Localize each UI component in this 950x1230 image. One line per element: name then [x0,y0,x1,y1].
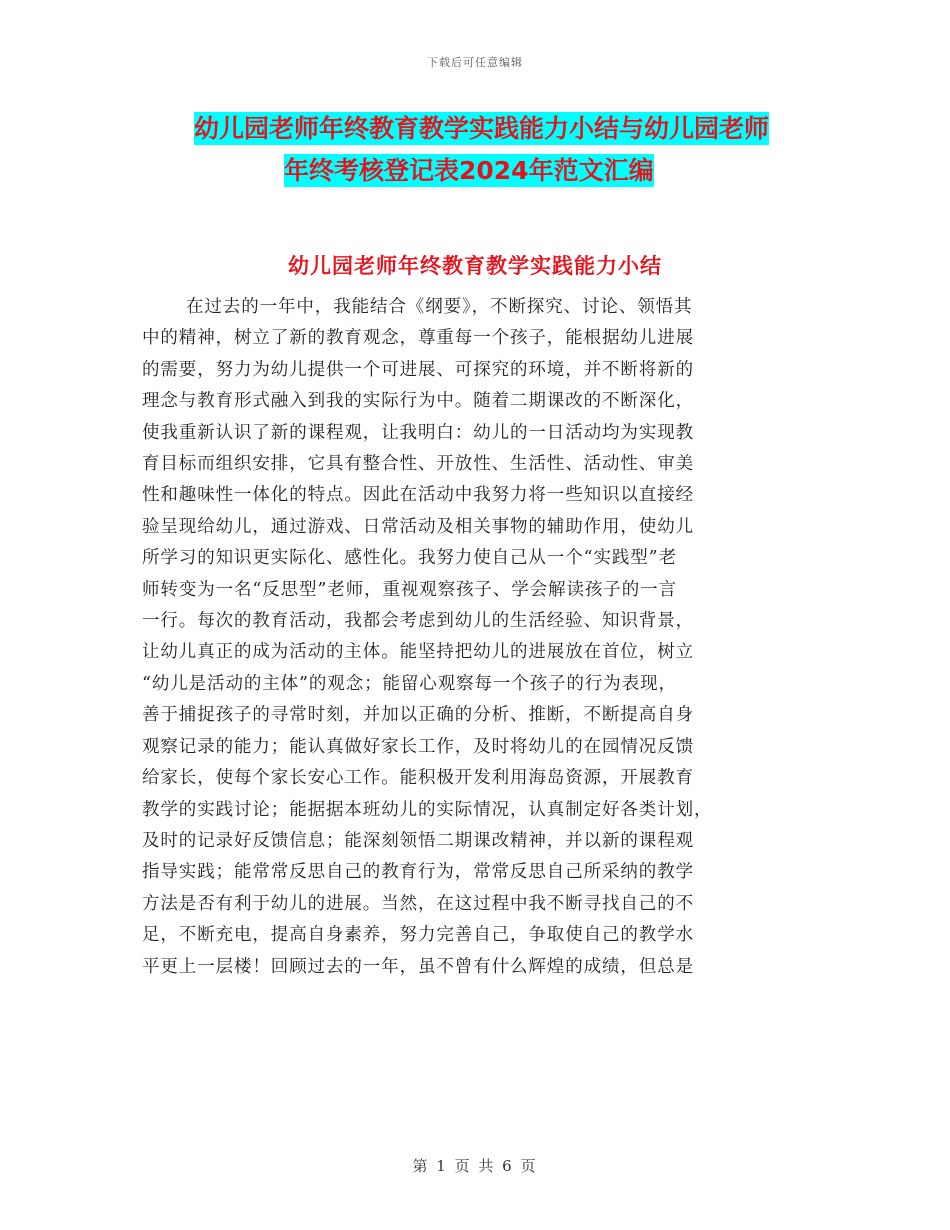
document-title-line-2 [142,150,808,192]
body-line: 师转变为一名“反思型”老师，重视观察孩子、学会解读孩子的一言 [142,579,677,600]
body-line: 所学习的知识更实际化、感性化。我努力使自己从一个“实践型”老 [142,548,677,569]
body-line: “幼儿是活动的主体”的观念；能留心观察每一个孩子的行为表现， [142,673,677,694]
section-title: 幼儿园老师年终教育教学实践能力小结 [288,254,662,278]
title-highlight-1: 幼儿园老师年终教育教学实践能力小结与幼儿园老师 [194,114,770,143]
page-footer: 第 1 页 共 6 页 [412,1157,538,1175]
document-title [142,108,808,192]
body-line: 育目标而组织安排，它具有整合性、开放性、生活性、活动性、审美 [142,454,694,475]
body-line: 中的精神，树立了新的教育观念，尊重每一个孩子，能根据幼儿进展 [142,328,694,349]
body-line: 方法是否有利于幼儿的进展。当然，在这过程中我不断寻找自己的不 [142,893,694,914]
document-title-line-1 [142,108,808,150]
body-line: 性和趣味性一体化的特点。因此在活动中我努力将一些知识以直接经 [142,485,694,506]
body-line: 平更上一层楼！回顾过去的一年，虽不曾有什么辉煌的成绩，但总是 [142,956,694,977]
body-line: 的需要，努力为幼儿提供一个可进展、可探究的环境，并不断将新的 [142,359,694,380]
body-paragraph [142,292,802,983]
title-highlight-2: 年终考核登记表2024年范文汇编 [284,156,654,185]
body-line: 让幼儿真正的成为活动的主体。能坚持把幼儿的进展放在首位，树立 [142,642,694,663]
body-line: 足，不断充电，提高自身素养，努力完善自己，争取使自己的教学水 [142,925,694,946]
body-line: 教学的实践讨论；能据据本班幼儿的实际情况，认真制定好各类计划， [142,799,713,820]
body-line: 理念与教育形式融入到我的实际行为中。随着二期课改的不断深化， [142,391,694,412]
header-note: 下载后可任意编辑 [427,56,523,69]
body-line: 善于捕捉孩子的寻常时刻，并加以正确的分析、推断，不断提高自身 [142,705,694,726]
body-line: 指导实践；能常常反思自己的教育行为，常常反思自己所采纳的教学 [142,862,694,883]
body-line: 验呈现给幼儿，通过游戏、日常活动及相关事物的辅助作用，使幼儿 [142,516,694,537]
body-line: 及时的记录好反馈信息；能深刻领悟二期课改精神，并以新的课程观 [142,830,694,851]
body-line: 一行。每次的教育活动，我都会考虑到幼儿的生活经验、知识背景， [142,611,694,632]
body-line: 给家长，使每个家长安心工作。能积极开发利用海岛资源，开展教育 [142,768,694,789]
body-line: 在过去的一年中，我能结合《纲要》，不断探究、讨论、领悟其 [186,297,693,317]
body-line: 使我重新认识了新的课程观，让我明白：幼儿的一日活动均为实现教 [142,422,694,443]
body-line: 观察记录的能力；能认真做好家长工作，及时将幼儿的在园情况反馈 [142,736,694,757]
